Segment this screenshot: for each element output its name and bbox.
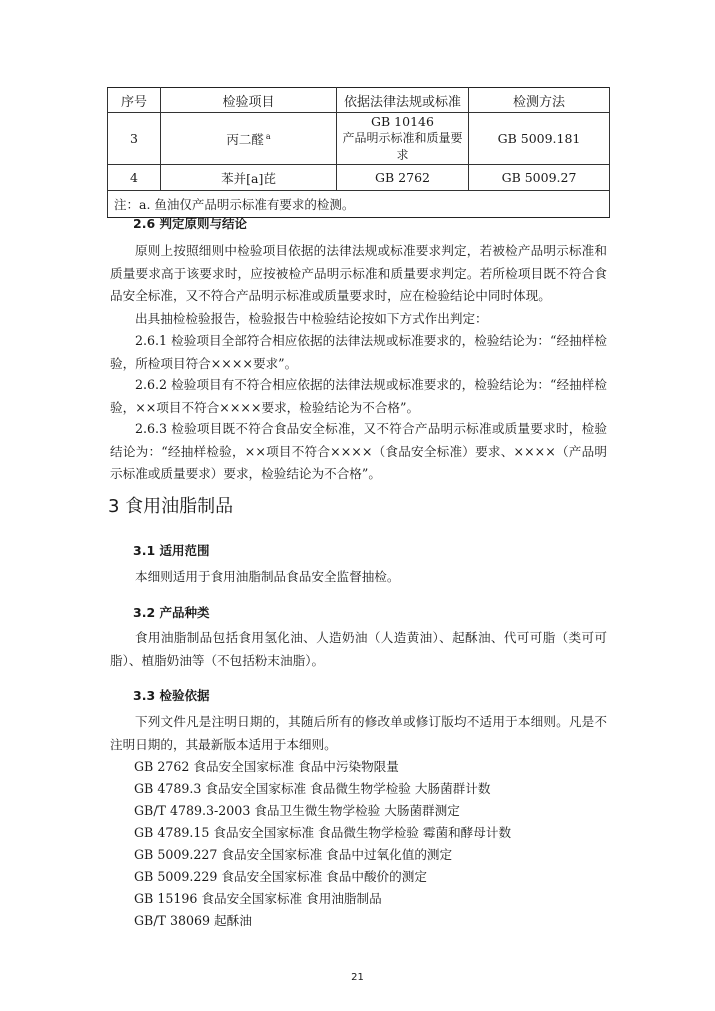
reference-item: GB 5009.229 食品安全国家标准 食品中酸价的测定 (134, 869, 427, 884)
paragraph: 下列文件凡是注明日期的，其随后所有的修改单或修订版均不适用于本细则。凡是不注明日期的，其最新版本适用于本细则。 (110, 714, 607, 752)
cell-item (161, 113, 337, 165)
cell-basis (337, 113, 469, 165)
table-note: 注：a. 鱼油仅产品明示标准有要求的检测。 (108, 191, 610, 218)
cell-basis: GB 2762 (337, 165, 469, 191)
section-heading-3-1: 3.1 适用范围 (133, 543, 210, 558)
table-row (108, 165, 610, 191)
paragraph: 本细则适用于食用油脂制品食品安全监督抽检。 (135, 569, 400, 584)
paragraph: 2.6.1 检验项目全部符合相应依据的法律法规或标准要求的，检验结论为：“经抽样检验，所检项目符合××××要求”。 (110, 333, 607, 371)
footnote-marker: a (265, 132, 271, 142)
section-heading-2-6: 2.6 判定原则与结论 (133, 216, 247, 231)
section-heading-3-3: 3.3 检验依据 (133, 688, 210, 703)
cell-method: GB 5009.181 (469, 113, 610, 165)
cell-no: 3 (108, 113, 161, 165)
paragraph: 食用油脂制品包括食用氢化油、人造奶油（人造黄油）、起酥油、代可可脂（类可可脂）、植脂奶油等（不包括粉末油脂）。 (110, 630, 607, 668)
cell-no: 4 (108, 165, 161, 191)
cell-item: 苯并[a]芘 (161, 165, 337, 191)
reference-item: GB/T 38069 起酥油 (134, 913, 252, 928)
paragraph: 2.6.3 检验项目既不符合食品安全标准，又不符合产品明示标准或质量要求时，检验结论为：“经抽样检验，××项目不符合××××（食品安全标准）要求、××××（产品明示标准或质量要求）要求，检验结论为不合格”。 (110, 421, 607, 481)
section-heading-3-2: 3.2 产品种类 (133, 605, 210, 620)
reference-item: GB 2762 食品安全国家标准 食品中污染物限量 (134, 759, 399, 774)
header-method: 检测方法 (469, 88, 610, 113)
chapter-title: 3 食用油脂制品 (108, 496, 234, 517)
inspection-items-table (107, 87, 610, 218)
cell-method: GB 5009.27 (469, 165, 610, 191)
header-no: 序号 (108, 88, 161, 113)
header-basis: 依据法律法规或标准 (337, 88, 469, 113)
basis-line: GB 10146 (371, 114, 434, 129)
paragraph: 原则上按照细则中检验项目依据的法律法规或标准要求判定，若被检产品明示标准和质量要求高于该要求时，应按被检产品明示标准和质量要求判定。若所检项目既不符合食品安全标准，又不符合产品明示标准或质量要求时，应在检验结论中同时体现。 (110, 243, 607, 303)
paragraph: 2.6.2 检验项目有不符合相应依据的法律法规或标准要求的，检验结论为：“经抽样检验，××项目不符合××××要求，检验结论为不合格”。 (110, 377, 607, 415)
reference-item: GB 5009.227 食品安全国家标准 食品中过氧化值的测定 (134, 847, 453, 862)
table-row (108, 113, 610, 165)
reference-item: GB 15196 食品安全国家标准 食用油脂制品 (134, 891, 382, 906)
paragraph: 出具抽检检验报告，检验报告中检验结论按如下方式作出判定： (135, 311, 488, 326)
reference-item: GB 4789.15 食品安全国家标准 食品微生物学检验 霉菌和酵母计数 (134, 825, 512, 840)
basis-line: 产品明示标准和质量要求 (342, 131, 463, 162)
reference-item: GB/T 4789.3-2003 食品卫生微生物学检验 大肠菌群测定 (134, 803, 460, 818)
header-item: 检验项目 (161, 88, 337, 113)
table-header-row (108, 88, 610, 113)
item-text: 丙二醛 (226, 132, 264, 148)
reference-item: GB 4789.3 食品安全国家标准 食品微生物学检验 大肠菌群计数 (134, 781, 491, 796)
page-number: 21 (351, 972, 364, 983)
